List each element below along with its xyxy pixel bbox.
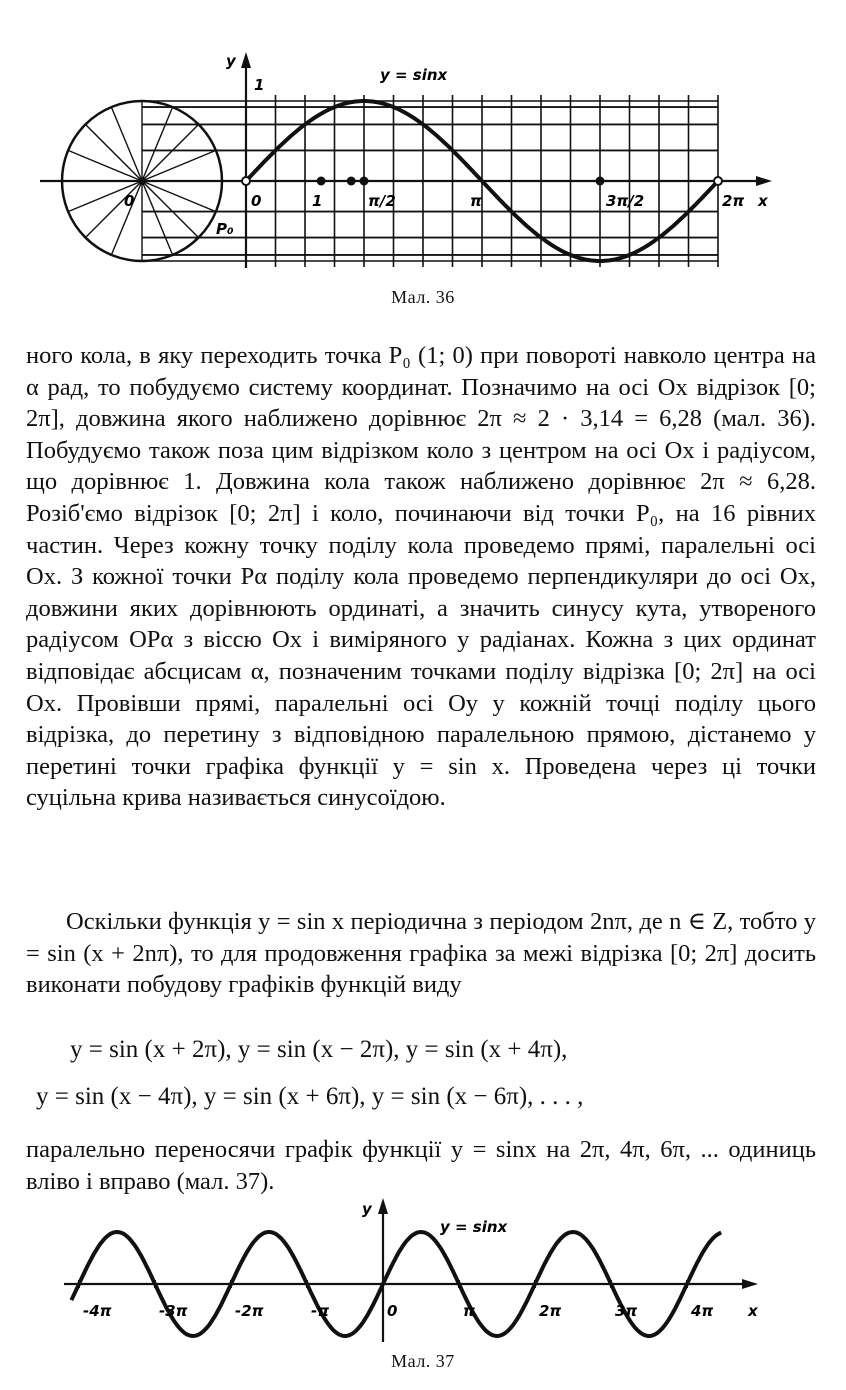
x-tick-label: -4π — [83, 1302, 112, 1320]
function-label: y = sinx — [380, 66, 448, 84]
x-axis-arrow — [756, 176, 772, 186]
axis-point — [347, 177, 356, 186]
x-tick-label: 0 — [387, 1302, 398, 1320]
paragraph-3: паралельно переносячи графік функції y = sinx на 2π, 4π, 6π, ... одиниць вліво і вправо (мал. 37). — [26, 1136, 816, 1195]
y-axis-label: y — [226, 52, 236, 70]
figure-37-caption: Мал. 37 — [391, 1351, 455, 1371]
x-tick-label: -π — [311, 1302, 330, 1320]
x-axis-label: x — [748, 1302, 758, 1320]
tick-pi: π — [470, 192, 482, 210]
axis-point — [360, 177, 369, 186]
tick-three-pi-half: 3π/2 — [606, 192, 645, 210]
tick-one: 1 — [312, 192, 323, 210]
point-p0-label: P₀ — [216, 220, 234, 238]
circle-radius — [85, 124, 142, 181]
tick-origin-circle: 0 — [124, 192, 135, 210]
axis-point — [596, 177, 605, 186]
paragraph-1: ного кола, в яку переходить точка P₀ (1; 0) при повороті навколо центра на α рад, то побудуємо систему координат. Позначимо на осі Ox відрізок [0; 2π], довжина якого наближено дорівнює 2π ≈ 2 · 3,14 = 6,28 (мал. 36). Побудуємо також поза цим відрізком коло з центром на осі Ox і радіусом, що дорівнює 1. Довжина кола також наближено дорівнює 2π ≈ 6,28. Розіб'ємо відрізок [0; 2π] і коло, починаючи від точки P₀, на 16 рівних частин. Через кожну точку поділу кола проведемо прямі, паралельні осі Ox. З кожної точки Pα поділу кола проведемо перпендикуляри до осі Ox, довжини яких дорівнюють ординаті, а значить синусу кута, утвореного радіусом OPα з віссю Ox і виміряного у радіанах. Кожна з цих ординат відповідає абсцисам α, позначеним точками поділу відрізка [0; 2π] на осі Ox. Провівши прямі, паралельні осі Oy у кожній точці поділу цього відрізка, до перетину з відповідною паралельною прямою, дістанемо у перетині точки графіка функції y = sin x. Проведена через ці точки суцільна крива називається синусоїдою. — [26, 342, 816, 812]
circle-radius — [142, 181, 199, 238]
x-tick-label: π — [463, 1302, 475, 1320]
tick-two-pi: 2π — [722, 192, 745, 210]
paragraph-2: Оскільки функція y = sin x періодична з періодом 2nπ, де n ∈ Z, тобто y = sin (x + 2nπ), то для продовження графіка за межі відрізка [0; 2π] досить виконати побудову графіків функцій виду — [26, 908, 816, 999]
circle-center — [138, 177, 146, 185]
x-tick-label: -2π — [235, 1302, 264, 1320]
formula-line-1: y = sin (x + 2π), y = sin (x − 2π), y = sin (x + 4π), — [70, 1036, 568, 1063]
x-tick-label: 4π — [691, 1302, 714, 1320]
figure-37-sine-graph — [0, 1192, 846, 1342]
endpoint — [242, 177, 250, 185]
figure-36-sine-construction — [0, 40, 846, 280]
tick-pi-half: π/2 — [368, 192, 396, 210]
endpoint — [714, 177, 722, 185]
circle-radius — [142, 124, 199, 181]
y-axis-arrow — [241, 52, 251, 68]
axis-point — [317, 177, 326, 186]
tick-y-one: 1 — [254, 76, 265, 94]
x-axis-label: x — [758, 192, 768, 210]
formula-line-2: y = sin (x − 4π), y = sin (x + 6π), y = sin (x − 6π), . . . , — [36, 1083, 584, 1110]
tick-origin: 0 — [251, 192, 262, 210]
function-label: y = sinx — [440, 1218, 508, 1236]
y-axis-label: y — [362, 1200, 372, 1218]
x-axis-arrow — [742, 1279, 758, 1289]
x-tick-label: 3π — [615, 1302, 638, 1320]
figure-36-caption: Мал. 36 — [391, 287, 455, 307]
x-tick-label: 2π — [539, 1302, 562, 1320]
x-tick-label: -3π — [159, 1302, 188, 1320]
y-axis-arrow — [378, 1198, 388, 1214]
